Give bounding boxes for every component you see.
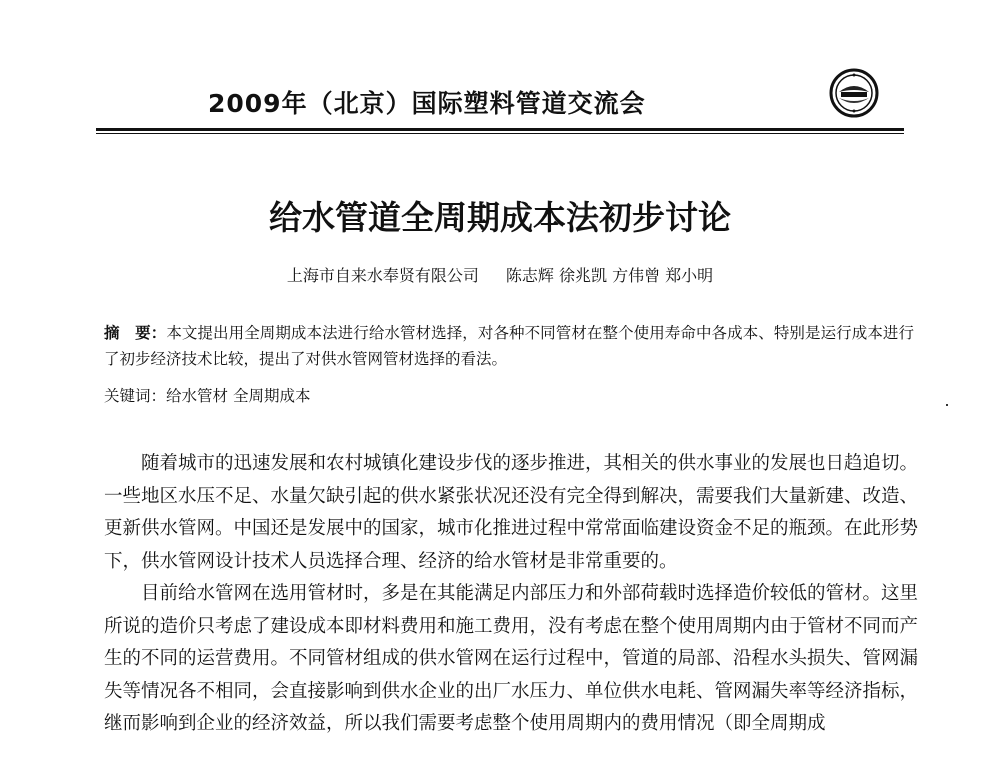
body-paragraph: 目前给水管网在选用管材时，多是在其能满足内部压力和外部荷载时选择造价较低的管材。这里所说的造价只考虑了建设成本即材料费用和施工费用，没有考虑在整个使用周期内由于管材不同而产生的不同的运营费用。不同管材组成的供水管网在运行过程中，管道的局部、沿程水头损失、管网漏失等情况各不相同，会直接影响到供水企业的出厂水压力、单位供水电耗、管网漏失率等经济指标，继而影响到企业的经济效益，所以我们需要考虑整个使用周期内的费用情况（即全周期成 bbox=[104, 583, 919, 734]
abstract-text: 本文提出用全周期成本法进行给水管材选择，对各种不同管材在整个使用寿命中各成本、特别是运行成本进行了初步经济技术比较，提出了对供水管网管材选择的看法。 bbox=[104, 324, 914, 368]
author-names: 陈志辉 徐兆凯 方伟曾 郑小明 bbox=[505, 266, 714, 285]
conference-title: 2009年（北京）国际塑料管道交流会 bbox=[208, 89, 646, 118]
body-text bbox=[104, 448, 918, 741]
abstract bbox=[104, 320, 914, 372]
keywords-label: 关键词： bbox=[104, 387, 167, 405]
header-rule-thin bbox=[96, 133, 904, 134]
keywords-text: 给水管材 全周期成本 bbox=[166, 387, 311, 405]
author-line bbox=[0, 263, 1000, 286]
keywords bbox=[104, 383, 914, 409]
conference-emblem-icon bbox=[829, 68, 879, 118]
body-paragraph: 随着城市的迅速发展和农村城镇化建设步伐的逐步推进，其相关的供水事业的发展也日趋追切。一些地区水压不足、水量欠缺引起的供水紧张状况还没有完全得到解决，需要我们大量新建、改造、更新供水管网。中国还是发展中的国家，城市化推进过程中常常面临建设资金不足的瓶颈。在此形势下，供水管网设计技术人员选择合理、经济的给水管材是非常重要的。 bbox=[104, 453, 919, 572]
author-organization: 上海市自来水奉贤有限公司 bbox=[286, 266, 479, 285]
paper-title: 给水管道全周期成本法初步讨论 bbox=[269, 198, 731, 237]
scan-speck bbox=[946, 404, 948, 406]
header-rule bbox=[96, 128, 904, 131]
abstract-label: 摘 要： bbox=[104, 324, 167, 342]
